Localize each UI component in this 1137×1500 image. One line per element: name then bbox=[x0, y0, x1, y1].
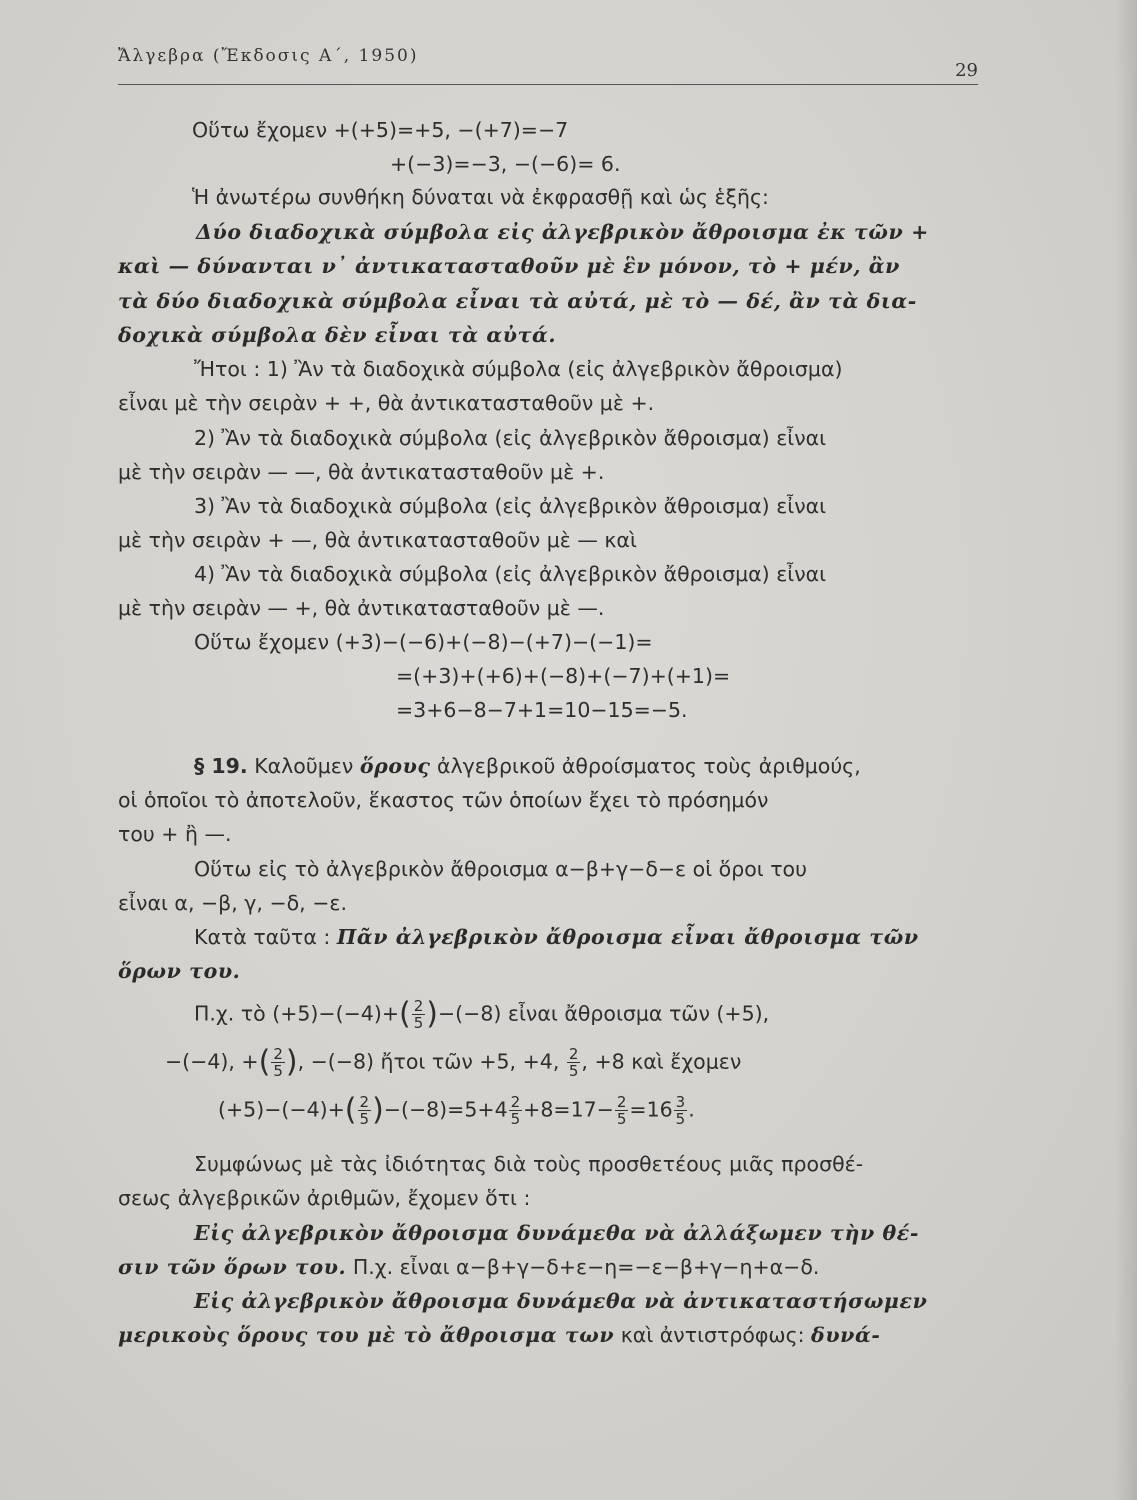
page-number: 29 bbox=[955, 60, 978, 81]
text-line: Ἤτοι : 1) Ἂν τὰ διαδοχικὰ σύμβολα (εἰς ἀλγεβρικὸν ἄθροισμα) bbox=[194, 357, 843, 381]
text-line: Οὕτω εἰς τὸ ἀλγεβρικὸν ἄθροισμα α−β+γ−δ−ε οἱ ὅροι του bbox=[194, 857, 807, 881]
fraction: $\frac{2}{5}$ bbox=[413, 997, 424, 1032]
header-rule bbox=[118, 84, 978, 85]
italic-rule-line: δοχικὰ σύμβολα δὲν εἶναι τὰ αὐτά. bbox=[118, 323, 557, 347]
text-line: +(−3)=−3, −(−6)= 6. bbox=[390, 152, 621, 176]
example-line: −(−4), +( $\frac{2}{5}$ ), −(−8) ἤτοι τῶν +5, +4, $\frac{2}{5}$ , +8 καὶ ἔχομεν bbox=[165, 1044, 742, 1080]
fraction: $\frac{3}{5}$ bbox=[675, 1093, 686, 1128]
text-line: Ἡ ἀνωτέρω συνθήκη δύναται νὰ ἐκφρασθῇ καὶ ὡς ἑξῆς: bbox=[192, 185, 769, 209]
italic-rule-line: ὅρων του. bbox=[118, 959, 241, 983]
italic-rule-line: Δύο διαδοχικὰ σύμβολα εἰς ἀλγεβρικὸν ἄθροισμα ἐκ τῶν + bbox=[196, 220, 929, 244]
equation-line: =(+3)+(+6)+(−8)+(−7)+(+1)= bbox=[396, 664, 731, 688]
text-line: εἶναι μὲ τὴν σειρὰν + +, θὰ ἀντικατασταθοῦν μὲ +. bbox=[118, 391, 655, 415]
example-equation: (+5)−(−4)+( $\frac{2}{5}$ )−(−8)=5+4 $\frac{2}{5}$ +8=17− $\frac{2}{5}$ =16 $\frac{3}{5}$ . bbox=[218, 1092, 695, 1128]
fraction: $\frac{2}{5}$ bbox=[568, 1045, 579, 1080]
running-title: Ἄλγεβρα (Ἔκδοσις Α΄, 1950) bbox=[118, 46, 419, 66]
rule-line: σιν τῶν ὅρων του. Π.χ. εἶναι α−β+γ−δ+ε−η=−ε−β+γ−η+α−δ. bbox=[118, 1255, 820, 1279]
running-head bbox=[118, 46, 978, 86]
equation-line: Οὕτω ἔχομεν (+3)−(−6)+(−8)−(+7)−(−1)= bbox=[194, 630, 653, 654]
page-edge-shadow bbox=[1115, 0, 1137, 1500]
fraction: $\frac{2}{5}$ bbox=[616, 1093, 627, 1128]
italic-rule-line: καὶ — δύνανται ν᾽ ἀντικατασταθοῦν μὲ ἓν μόνον, τὸ + μέν, ἂν bbox=[118, 254, 901, 278]
example-line: Π.χ. τὸ (+5)−(−4)+( $\frac{2}{5}$ )−(−8) εἶναι ἄθροισμα τῶν (+5), bbox=[194, 996, 770, 1032]
italic-rule-line: Εἰς ἀλγεβρικὸν ἄθροισμα δυνάμεθα νὰ ἀλλάξωμεν τὴν θέ- bbox=[194, 1221, 919, 1245]
text-line: σεως ἀλγεβρικῶν ἀριθμῶν, ἔχομεν ὅτι : bbox=[118, 1186, 531, 1210]
italic-rule-line: τὰ δύο διαδοχικὰ σύμβολα εἶναι τὰ αὐτά, μὲ τὸ — δέ, ἂν τὰ δια- bbox=[118, 289, 917, 313]
text-line: του + ἢ —. bbox=[118, 822, 232, 846]
text-line: Οὕτω ἔχομεν +(+5)=+5, −(+7)=−7 bbox=[192, 118, 569, 142]
text-line: οἱ ὁποῖοι τὸ ἀποτελοῦν, ἕκαστος τῶν ὁποίων ἔχει τὸ πρόσημόν bbox=[118, 788, 769, 812]
rule-line: μερικοὺς ὅρους του μὲ τὸ ἄθροισμα των καὶ ἀντιστρόφως: δυνά- bbox=[118, 1323, 881, 1347]
fraction: $\frac{2}{5}$ bbox=[510, 1093, 521, 1128]
italic-rule-line: Εἰς ἀλγεβρικὸν ἄθροισμα δυνάμεθα νὰ ἀντικαταστήσωμεν bbox=[194, 1289, 928, 1313]
equation-line: =3+6−8−7+1=10−15=−5. bbox=[396, 698, 688, 722]
text-line: εἶναι α, −β, γ, −δ, −ε. bbox=[118, 891, 347, 915]
text-line: μὲ τὴν σειρὰν + —, θὰ ἀντικατασταθοῦν μὲ — καὶ bbox=[118, 528, 637, 552]
text-line: 3) Ἂν τὰ διαδοχικὰ σύμβολα (εἰς ἀλγεβρικὸν ἄθροισμα) εἶναι bbox=[194, 494, 827, 518]
rule-line: Κατὰ ταῦτα : Πᾶν ἀλγεβρικὸν ἄθροισμα εἶναι ἄθροισμα τῶν bbox=[194, 925, 919, 949]
text-line: 2) Ἂν τὰ διαδοχικὰ σύμβολα (εἰς ἀλγεβρικὸν ἄθροισμα) εἶναι bbox=[194, 426, 827, 450]
text-line: 4) Ἂν τὰ διαδοχικὰ σύμβολα (εἰς ἀλγεβρικὸν ἄθροισμα) εἶναι bbox=[194, 562, 827, 586]
section-19-line: § 19. Καλοῦμεν ὅρους ἀλγεβρικοῦ ἀθροίσματος τοὺς ἀριθμούς, bbox=[194, 754, 861, 778]
text-line: μὲ τὴν σειρὰν — +, θὰ ἀντικατασταθοῦν μὲ —. bbox=[118, 596, 605, 620]
fraction: $\frac{2}{5}$ bbox=[273, 1045, 283, 1080]
fraction: $\frac{2}{5}$ bbox=[359, 1093, 370, 1128]
text-line: Συμφώνως μὲ τὰς ἰδιότητας διὰ τοὺς προσθετέους μιᾶς προσθέ- bbox=[194, 1152, 864, 1176]
section-number: § 19. bbox=[194, 754, 248, 778]
term-oros: ὅρους bbox=[359, 754, 431, 778]
text-line: μὲ τὴν σειρὰν — —, θὰ ἀντικατασταθοῦν μὲ +. bbox=[118, 460, 605, 484]
